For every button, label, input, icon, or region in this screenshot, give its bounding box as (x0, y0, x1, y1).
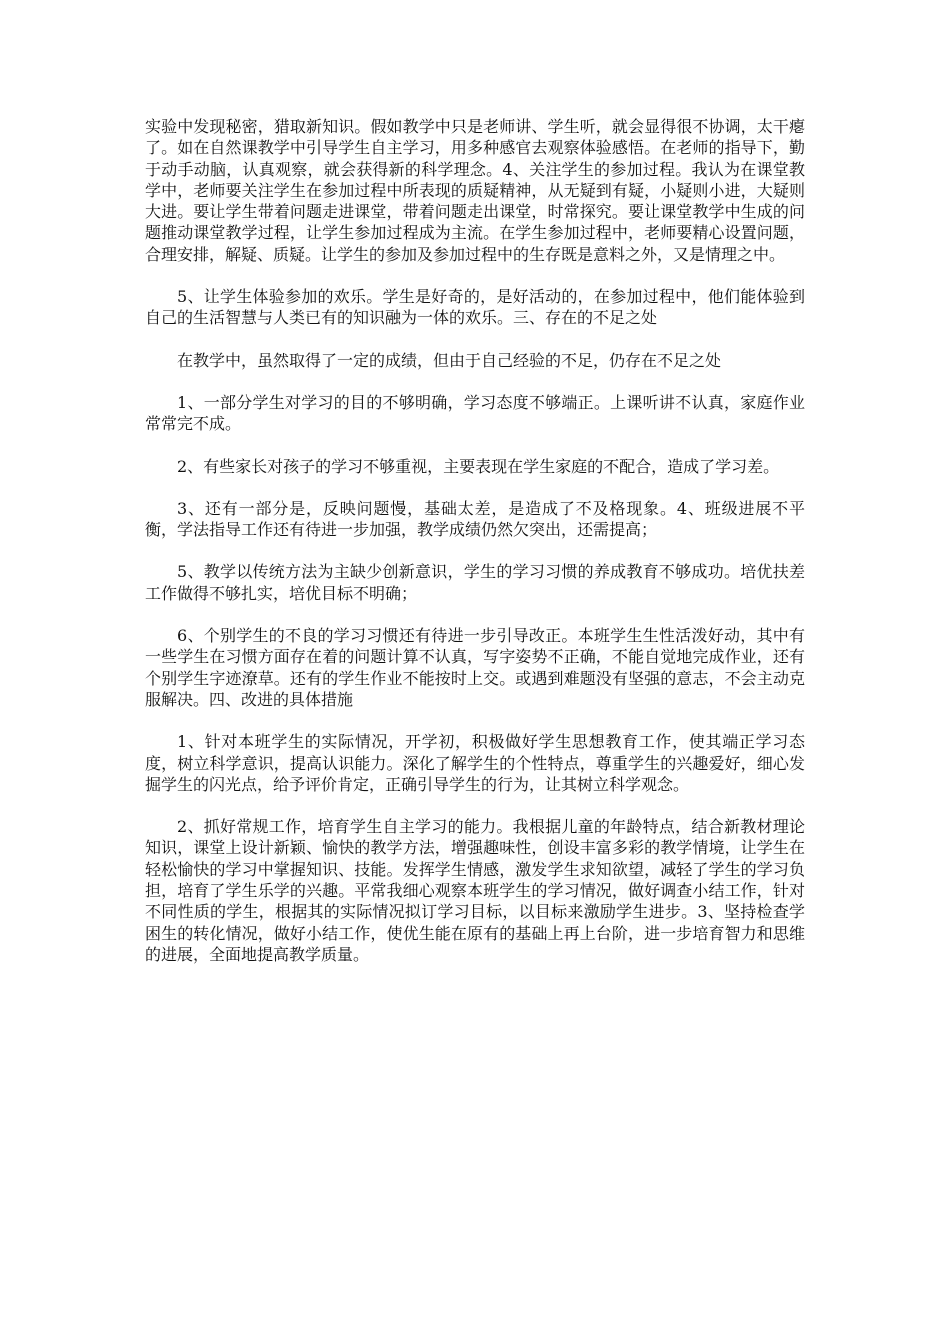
paragraph-7: 5、教学以传统方法为主缺少创新意识，学生的学习习惯的养成教育不够成功。培优扶差工作做得不够扎实，培优目标不明确； (145, 562, 805, 603)
paragraph-10: 2、抓好常规工作，培育学生自主学习的能力。我根据儿童的年龄特点，结合新教材理论知识，课堂上设计新颖、愉快的教学方法，增强趣味性，创设丰富多彩的教学情境，让学生在轻松愉快的学习中掌握知识、技能。发挥学生情感，激发学生求知欲望，减轻了学生的学习负担，培育了学生乐学的兴趣。平常我细心观察本班学生的学习情况，做好调查小结工作，针对不同性质的学生，根据其的实际情况拟订学习目标，以目标来激励学生进步。3、坚持检查学困生的转化情况，做好小结工作，使优生能在原有的基础上再上台阶，进一步培育智力和思维的进展，全面地提高教学质量。 (145, 817, 805, 964)
paragraph-9: 1、针对本班学生的实际情况，开学初，积极做好学生思想教育工作，使其端正学习态度，树立科学意识，提高认识能力。深化了解学生的个性特点，尊重学生的兴趣爱好，细心发掘学生的闪光点，给予评价肯定，正确引导学生的行为，让其树立科学观念。 (145, 732, 805, 794)
paragraph-5: 2、有些家长对孩子的学习不够重视，主要表现在学生家庭的不配合，造成了学习差。 (177, 456, 780, 476)
paragraph-8: 6、个别学生的不良的学习习惯还有待进一步引导改正。本班学生生性活泼好动，其中有一些学生在习惯方面存在着的问题计算不认真，写字姿势不正确，不能自觉地完成作业，还有个别学生字迹潦草。还有的学生作业不能按时上交。或遇到难题没有坚强的意志，不会主动克服解决。四、改进的具体措施 (145, 626, 805, 709)
paragraph-2: 5、让学生体验参加的欢乐。学生是好奇的，是好活动的，在参加过程中，他们能体验到自己的生活智慧与人类已有的知识融为一体的欢乐。三、存在的不足之处 (145, 287, 805, 328)
document-body (145, 116, 805, 986)
paragraph-3: 在教学中，虽然取得了一定的成绩，但由于自己经验的不足，仍存在不足之处 (177, 350, 722, 370)
paragraph-1: 实验中发现秘密，猎取新知识。假如教学中只是老师讲、学生听，就会显得很不协调，太干瘪了。如在自然课教学中引导学生自主学习，用多种感官去观察体验感悟。在老师的指导下，勤于动手动脑，认真观察，就会获得新的科学理念。4、关注学生的参加过程。我认为在课堂教学中，老师要关注学生在参加过程中所表现的质疑精神，从无疑到有疑，小疑则小进，大疑则大进。要让学生带着问题走进课堂，带着问题走出课堂，时常探究。要让课堂教学中生成的问题推动课堂教学过程，让学生参加过程成为主流。在学生参加过程中，老师要精心设置问题，合理安排，解疑、质疑。让学生的参加及参加过程中的生存既是意料之外，又是情理之中。 (145, 117, 805, 264)
paragraph-4: 1、一部分学生对学习的目的不够明确，学习态度不够端正。上课听讲不认真，家庭作业常常完不成。 (145, 392, 805, 434)
paragraph-6: 3、还有一部分是，反映问题慢，基础太差，是造成了不及格现象。4、班级进展不平衡，学法指导工作还有待进一步加强，教学成绩仍然欠突出，还需提高； (145, 498, 805, 540)
